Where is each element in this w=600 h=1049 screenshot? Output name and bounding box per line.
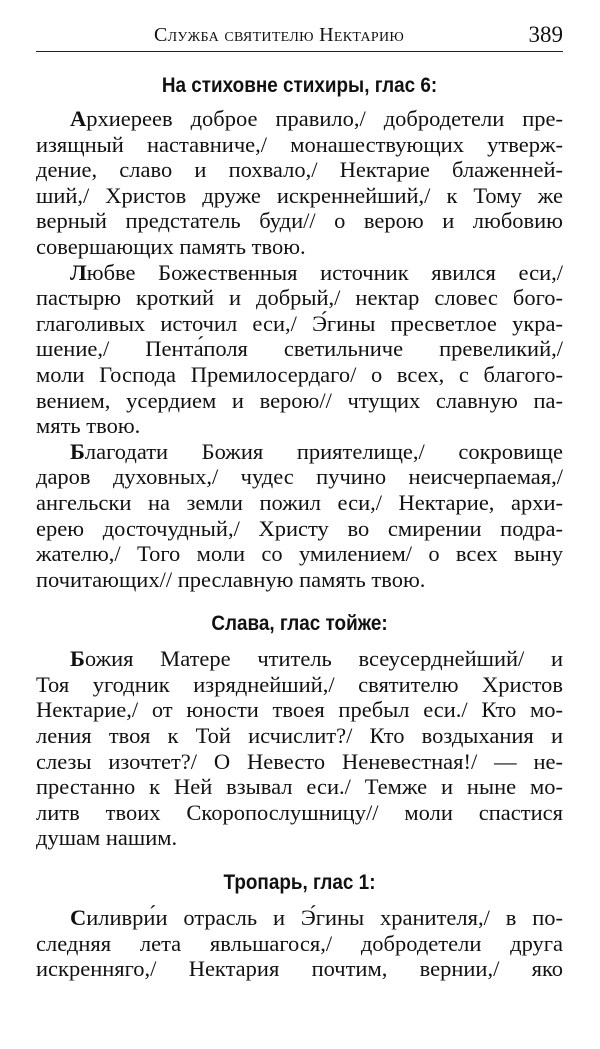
text-line bbox=[36, 646, 563, 672]
text-line: даров духовных,/ чудес пучино неисчерпаемая,/ bbox=[36, 464, 563, 490]
text-line: слезы изочтет?/ О Невесто Неневестная!/ — не- bbox=[36, 748, 563, 774]
text-line: дение, славо и похвало,/ Нектарие блаженней- bbox=[36, 157, 563, 183]
text-line: пастырю кроткий и добрый,/ нектар словес бого- bbox=[36, 285, 563, 311]
line-text: юбве Божественныя источник явился еси,/ bbox=[86, 259, 563, 285]
text-line: жателю,/ Того моли со умилением/ о всех выну bbox=[36, 541, 563, 567]
text-line: ерею досточудный,/ Христу во смирении подра- bbox=[36, 515, 563, 541]
text-line: ления твоя к Той исчислит?/ Кто воздыхания и bbox=[36, 723, 563, 749]
text-line: мять твою. bbox=[36, 413, 141, 439]
drop-initial: А bbox=[70, 106, 87, 131]
drop-initial: Л bbox=[70, 259, 87, 285]
text-line: шение,/ Пента́поля светильниче превеликий,/ bbox=[36, 336, 563, 362]
drop-initial: Б bbox=[70, 646, 85, 672]
line-text: рхиереев доброе правило,/ добродетели пре- bbox=[86, 106, 563, 131]
section-heading: Тропарь, глас 1: bbox=[223, 871, 376, 895]
section-heading: На стиховне стихиры, глас 6: bbox=[161, 74, 438, 97]
text-line bbox=[36, 439, 563, 465]
text-line: следняя лета явльшагося,/ добродетели друга bbox=[36, 930, 563, 956]
line-text: иливри́и отрасль и Э́гины хранителя,/ в по- bbox=[86, 905, 563, 931]
page-body bbox=[36, 68, 563, 982]
text-line: литв твоих Скоропослушницу// моли спастися bbox=[36, 799, 563, 825]
running-title: Служба святителю Нектарию bbox=[154, 24, 405, 46]
text-line: Тоя угодник изряднейший,/ святителю Христов bbox=[36, 671, 563, 697]
text-line: моли Господа Премилосердаго/ о всех, с благого- bbox=[36, 361, 563, 387]
text-line: верный предстатель буди// о верою и любовию bbox=[36, 208, 563, 234]
text-line: изящный наставниче,/ монашествующих утверж- bbox=[36, 131, 563, 157]
paragraph bbox=[36, 646, 563, 851]
text-line bbox=[36, 106, 563, 132]
text-line: ангельски на земли пожил еси,/ Нектарие, архи- bbox=[36, 489, 563, 515]
text-line: искренняго,/ Нектария почтим, вернии,/ яко bbox=[36, 956, 563, 982]
drop-initial: С bbox=[70, 905, 87, 931]
line-text: ожия Матере чтитель всеусерднейший/ и bbox=[84, 646, 563, 672]
line-text: лагодати Божия приятелище,/ сокровище bbox=[84, 438, 563, 464]
text-line: душам нашим. bbox=[36, 825, 178, 851]
text-line: вением, усердием и верою// чтущих славную па- bbox=[36, 387, 563, 413]
text-line: глаголивых источил еси,/ Э́гины пресветлое укра- bbox=[36, 310, 563, 336]
page-header bbox=[36, 22, 563, 52]
text-line bbox=[36, 260, 563, 286]
text-line bbox=[36, 905, 563, 931]
text-line: ший,/ Христов друже искреннейший,/ к Тому же bbox=[36, 182, 563, 208]
section-heading: Слава, глас тойже: bbox=[211, 612, 388, 636]
text-line: почитающих// преславную память твою. bbox=[36, 566, 426, 592]
page-number: 389 bbox=[528, 22, 563, 47]
paragraph bbox=[36, 439, 563, 593]
paragraph bbox=[36, 905, 563, 982]
paragraph bbox=[36, 260, 563, 439]
text-line: Нектарие,/ от юности твоея пребыл еси./ Кто мо- bbox=[36, 697, 563, 723]
text-line: престанно к Ней взывал еси./ Темже и ныне мо- bbox=[36, 774, 563, 800]
paragraph bbox=[36, 106, 563, 260]
drop-initial: Б bbox=[70, 438, 85, 464]
text-line: совершающих память твою. bbox=[36, 233, 306, 259]
